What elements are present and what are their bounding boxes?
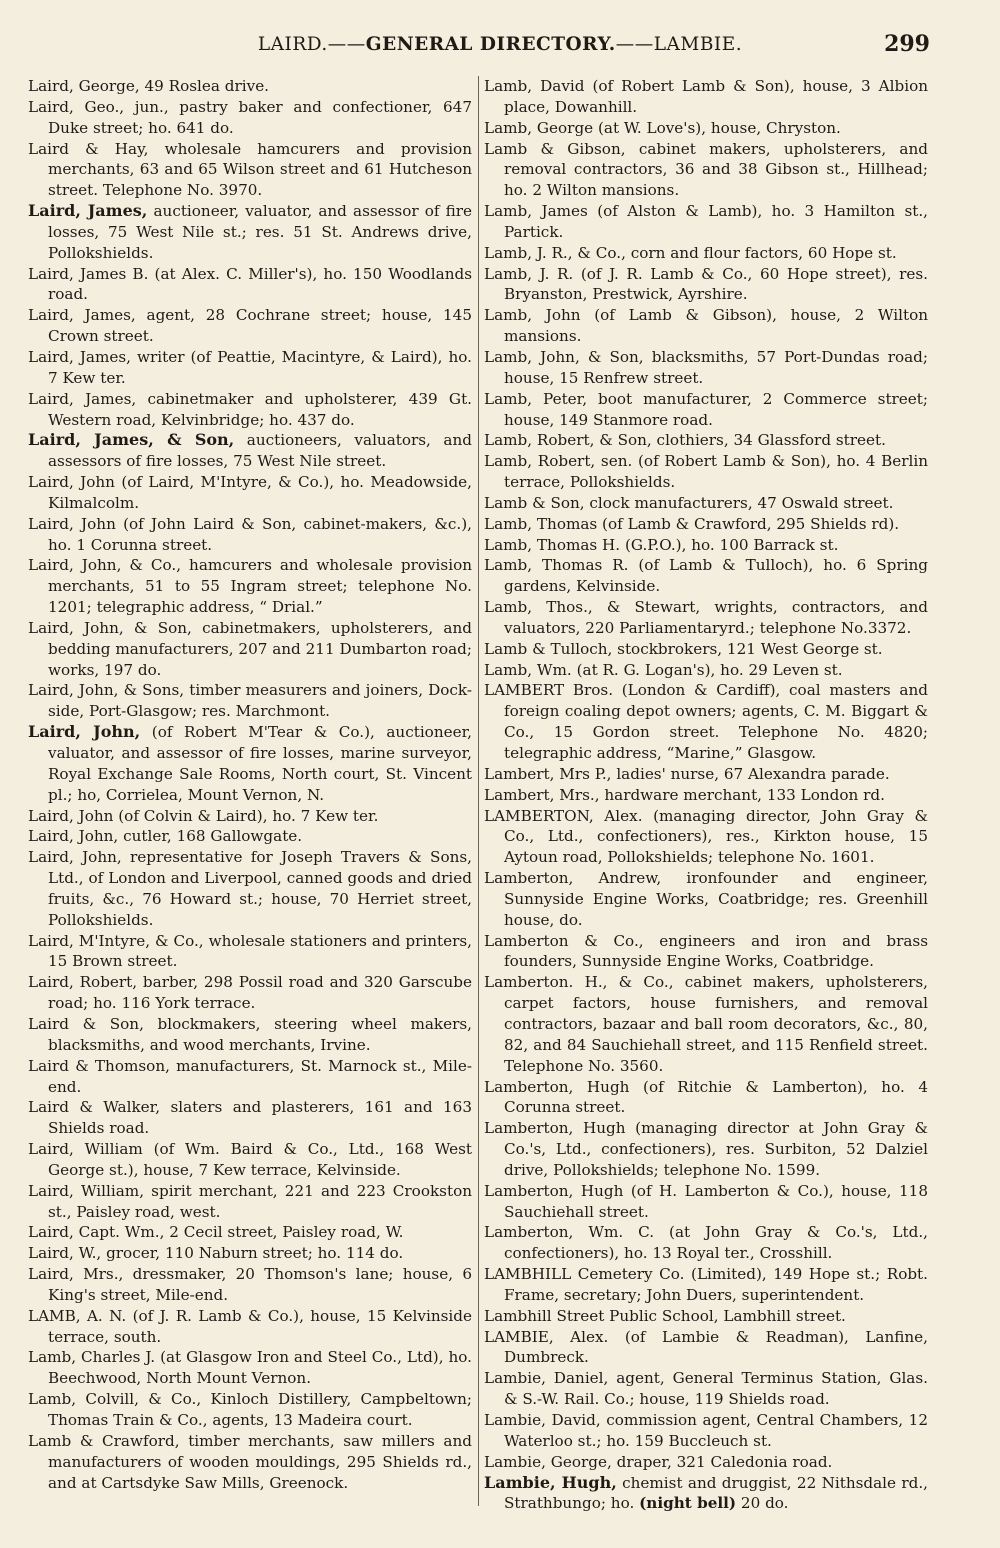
- entry-text: Laird, John (of Laird, M'Intyre, & Co.), ho. Meadowside, Kilmalcolm.: [28, 473, 472, 512]
- entry-text: Lamb, James (of Alston & Lamb), ho. 3 Hamilton st., Partick.: [484, 202, 928, 241]
- directory-entry: [28, 1243, 472, 1264]
- directory-entry: [28, 806, 472, 827]
- directory-entry: [484, 680, 928, 763]
- entry-text: Lamberton, Hugh (of Ritchie & Lamberton), ho. 4 Corunna street.: [484, 1077, 928, 1117]
- directory-entry: [484, 389, 928, 431]
- header-title: LAIRD.——GENERAL DIRECTORY.——LAMBIE.: [257, 34, 743, 55]
- entry-text: Lamb, J. R., & Co., corn and flour factors, 60 Hope st.: [484, 243, 897, 262]
- header-right-word: LAMBIE.: [653, 34, 743, 55]
- directory-entry: [28, 97, 472, 139]
- directory-entry: [484, 139, 928, 202]
- entry-text: chemist and druggist, 22 Nithsdale rd., Strathbungo; ho.: [504, 1473, 929, 1513]
- entry-text: Lamb & Crawford, timber merchants, saw millers and manufacturers of wooden mouldings, 295 Shields rd., and at Cartsdyke Saw Mills, Greenock.: [28, 1431, 472, 1492]
- entry-text: LAMBIE, Alex. (of Lambie & Readman), Lanfine, Dumbreck.: [484, 1327, 928, 1367]
- directory-entry: [484, 118, 928, 139]
- directory-entry: [28, 931, 472, 973]
- entry-text: Lamberton & Co., engineers and iron and brass founders, Sunnyside Engine Works, Coatbridge.: [484, 931, 928, 971]
- directory-entry: [28, 722, 472, 805]
- directory-entry: [28, 389, 472, 431]
- directory-entry: [28, 1431, 472, 1494]
- entry-text: Lamb & Tulloch, stockbrokers, 121 West George st.: [484, 639, 883, 658]
- entry-text: Laird, John, & Sons, timber measurers and joiners, Dock-side, Port-Glasgow; res. Marchmont.: [28, 681, 472, 721]
- directory-entry: [484, 785, 928, 806]
- entry-bold-name: Laird, John,: [28, 722, 141, 742]
- directory-entry: [28, 201, 472, 264]
- directory-entry: [484, 660, 928, 681]
- entry-text: Lamb, J. R. (of J. R. Lamb & Co., 60 Hope street), res. Bryanston, Prestwick, Ayrshire.: [484, 264, 928, 304]
- entry-text: Lamb, Charles J. (at Glasgow Iron and Steel Co., Ltd), ho. Beechwood, North Mount Vernon.: [28, 1348, 472, 1388]
- directory-entry: [484, 1306, 928, 1327]
- directory-entry: [484, 535, 928, 556]
- entry-text: Laird, John, & Co., hamcurers and wholesale provision merchants, 51 to 55 Ingram street; telephone No. 1201; telegraphic address, “ Drial.”: [28, 556, 472, 617]
- directory-entry: [28, 1389, 472, 1431]
- directory-entry: [484, 1410, 928, 1452]
- entry-text: Laird, Capt. Wm., 2 Cecil street, Paisley road, W.: [28, 1223, 404, 1242]
- entry-text: LAMBERT Bros. (London & Cardiff), coal masters and foreign coaling depot owners; agents, C. M. Biggart & Co., 15 Gordon street. Telephone No. 4820; telegraphic address, “Marine,” Glasgow.: [484, 681, 928, 762]
- directory-entry: [484, 201, 928, 243]
- directory-entry: [28, 1222, 472, 1243]
- entry-text: Laird & Thomson, manufacturers, St. Marnock st., Mile-end.: [28, 1056, 472, 1096]
- directory-entry: [484, 1473, 928, 1515]
- entry-text: Laird, Mrs., dressmaker, 20 Thomson's lane; house, 6 King's street, Mile-end.: [28, 1265, 472, 1304]
- entry-text: Laird, George, 49 Roslea drive.: [28, 77, 270, 95]
- entry-inline-bold: (night bell): [639, 1494, 737, 1513]
- entry-text: Lamberton, Andrew, ironfounder and engineer, Sunnyside Engine Works, Coatbridge; res. Greenhill house, do.: [484, 869, 928, 929]
- entry-text: Lamberton. H., & Co., cabinet makers, upholsterers, carpet factors, house furnishers, and removal contractors, bazaar and ball room decorators, &c., 80, 82, and 84 Sauchiehall street, and 115 Renfield street. Telephone No. 3560.: [484, 973, 928, 1075]
- directory-entry: [484, 1077, 928, 1119]
- entry-text: LAMB, A. N. (of J. R. Lamb & Co.), house, 15 Kelvinside terrace, south.: [28, 1306, 472, 1346]
- entry-text: Laird, James, writer (of Peattie, Macintyre, & Laird), ho. 7 Kew ter.: [28, 347, 472, 387]
- directory-entry: [484, 597, 928, 639]
- directory-entry: [484, 806, 928, 869]
- directory-entry: [484, 1368, 928, 1410]
- entry-text: Laird, M'Intyre, & Co., wholesale stationers and printers, 15 Brown street.: [28, 931, 472, 971]
- directory-entry: [484, 347, 928, 389]
- entry-text: auctioneers, valuators, and assessors of fire losses, 75 West Nile street.: [48, 431, 472, 471]
- entry-text: Lamb, Thomas R. (of Lamb & Tulloch), ho. 6 Spring gardens, Kelvinside.: [484, 556, 928, 596]
- entry-text: LAMBHILL Cemetery Co. (Limited), 149 Hope st.; Robt. Frame, secretary; John Duers, superintendent.: [484, 1265, 928, 1304]
- directory-entry: [28, 1306, 472, 1348]
- entry-text: Laird, James, cabinetmaker and upholsterer, 439 Gt. Western road, Kelvinbridge; ho. 437 do.: [28, 389, 472, 429]
- directory-entry: [28, 826, 472, 847]
- directory-entry: [28, 347, 472, 389]
- entry-text: Lamb, John, & Son, blacksmiths, 57 Port-Dundas road; house, 15 Renfrew street.: [484, 347, 928, 387]
- entry-text: (of Robert M'Tear & Co.), auctioneer, valuator, and assessor of fire losses, marine surveyor, Royal Exchange Sale Rooms, North court, St. Vincent pl.; ho, Corrielea, Mount Vernon, N.: [48, 723, 472, 804]
- entry-text: Laird, Geo., jun., pastry baker and confectioner, 647 Duke street; ho. 641 do.: [28, 97, 472, 137]
- entry-text: Laird, John, & Son, cabinetmakers, upholsterers, and bedding manufacturers, 207 and 211 Dumbarton road; works, 197 do.: [28, 618, 472, 679]
- entry-text: Laird, W., grocer, 110 Naburn street; ho. 114 do.: [28, 1244, 404, 1263]
- directory-entry: [484, 1264, 928, 1306]
- directory-entry: [28, 76, 472, 97]
- directory-entry: [484, 1181, 928, 1223]
- entry-text: Lamb & Son, clock manufacturers, 47 Oswald street.: [484, 493, 894, 512]
- entry-text: Lambert, Mrs., hardware merchant, 133 London rd.: [484, 785, 885, 804]
- entry-text: Lamb, Colvill, & Co., Kinloch Distillery, Campbeltown; Thomas Train & Co., agents, 13 Madeira court.: [28, 1390, 472, 1429]
- directory-entry: [28, 305, 472, 347]
- directory-entry: [28, 514, 472, 556]
- directory-entry: [28, 847, 472, 930]
- entry-text: Laird, William (of Wm. Baird & Co., Ltd., 168 West George st.), house, 7 Kew terrace, Kelvinside.: [28, 1140, 472, 1179]
- running-header: [0, 30, 1000, 64]
- entry-text: Lambhill Street Public School, Lambhill street.: [484, 1306, 846, 1325]
- entry-text: Laird, John, representative for Joseph Travers & Sons, Ltd., of London and Liverpool, canned goods and dried fruits, &c., 76 Howard st.; house, 70 Herriet street, Pollokshields.: [28, 848, 472, 929]
- entry-text: Lamb, Robert, sen. (of Robert Lamb & Son), ho. 4 Berlin terrace, Pollokshields.: [484, 452, 928, 492]
- entry-text-tail: 20 do.: [736, 1494, 789, 1513]
- directory-entry: [28, 472, 472, 514]
- entry-text: Lambie, Daniel, agent, General Terminus Station, Glas. & S.-W. Rail. Co.; house, 119 Shields road.: [484, 1369, 928, 1409]
- entry-bold-name: Lambie, Hugh,: [484, 1472, 617, 1492]
- directory-entry: [484, 1222, 928, 1264]
- entry-text: Lamb, John (of Lamb & Gibson), house, 2 Wilton mansions.: [484, 306, 928, 346]
- entry-text: Lamberton, Hugh (managing director at John Gray & Co.'s, Ltd., confectioners), res. Surbiton, 52 Dalziel drive, Pollokshields; telephone No. 1599.: [484, 1119, 928, 1179]
- directory-entry: [28, 430, 472, 472]
- entry-text: Lamb, Wm. (at R. G. Logan's), ho. 29 Leven st.: [484, 660, 843, 679]
- entry-text: Lamb, Thomas (of Lamb & Crawford, 295 Shields rd).: [484, 514, 900, 533]
- directory-entry: [484, 1327, 928, 1369]
- directory-entry: [28, 1014, 472, 1056]
- column-divider: [478, 76, 479, 1506]
- entry-text: Lamb, George (at W. Love's), house, Chryston.: [484, 118, 841, 137]
- directory-entry: [28, 1347, 472, 1389]
- entry-text: Lambie, David, commission agent, Central Chambers, 12 Waterloo st.; ho. 159 Buccleuch st.: [484, 1411, 928, 1450]
- entry-text: Laird, William, spirit merchant, 221 and 223 Crookston st., Paisley road, west.: [28, 1181, 472, 1221]
- directory-entry: [484, 514, 928, 535]
- directory-entry: [484, 430, 928, 451]
- entry-text: Lamb, Thomas H. (G.P.O.), ho. 100 Barrack st.: [484, 535, 839, 554]
- entry-text: Laird, James, agent, 28 Cochrane street; house, 145 Crown street.: [28, 306, 472, 346]
- directory-entry: [28, 1139, 472, 1181]
- entry-text: Lamb, Thos., & Stewart, wrights, contractors, and valuators, 220 Parliamentaryrd.; telephone No.3372.: [484, 598, 928, 637]
- directory-entry: [484, 76, 928, 118]
- directory-entry: [484, 243, 928, 264]
- entry-text: Laird & Walker, slaters and plasterers, 161 and 163 Shields road.: [28, 1098, 472, 1138]
- entry-text: Lamberton, Wm. C. (at John Gray & Co.'s, Ltd., confectioners), ho. 13 Royal ter., Crosshill.: [484, 1223, 928, 1263]
- left-column: [28, 76, 472, 1493]
- directory-entry: [28, 1181, 472, 1223]
- entry-text: Lamb, David (of Robert Lamb & Son), house, 3 Albion place, Dowanhill.: [484, 77, 928, 116]
- entry-text: Laird, John, cutler, 168 Gallowgate.: [28, 827, 303, 846]
- directory-entry: [28, 972, 472, 1014]
- directory-entry: [484, 1118, 928, 1181]
- directory-entry: [484, 451, 928, 493]
- header-center: GENERAL DIRECTORY.: [365, 34, 616, 55]
- directory-entry: [484, 931, 928, 973]
- directory-entry: [28, 139, 472, 202]
- entry-text: Laird & Son, blockmakers, steering wheel makers, blacksmiths, and wood merchants, Irvine.: [28, 1014, 472, 1054]
- entry-bold-name: Laird, James, & Son,: [28, 430, 235, 450]
- directory-entry: [484, 972, 928, 1076]
- entry-text: Laird, James B. (at Alex. C. Miller's), ho. 150 Woodlands road.: [28, 264, 472, 304]
- directory-entry: [484, 305, 928, 347]
- directory-entry: [28, 680, 472, 722]
- directory-entry: [28, 264, 472, 306]
- entry-text: Laird, John (of Colvin & Laird), ho. 7 Kew ter.: [28, 806, 379, 825]
- directory-entry: [28, 1264, 472, 1306]
- entry-bold-name: Laird, James,: [28, 201, 148, 221]
- entry-text: Lamb & Gibson, cabinet makers, upholsterers, and removal contractors, 36 and 38 Gibson st., Hillhead; ho. 2 Wilton mansions.: [484, 139, 928, 200]
- directory-entry: [28, 1097, 472, 1139]
- entry-text: Lambert, Mrs P., ladies' nurse, 67 Alexandra parade.: [484, 764, 890, 783]
- entry-text: Lambie, George, draper, 321 Caledonia road.: [484, 1452, 833, 1471]
- entry-text: Lamb, Peter, boot manufacturer, 2 Commerce street; house, 149 Stanmore road.: [484, 389, 928, 429]
- header-left-word: LAIRD.: [257, 34, 328, 55]
- entry-text: LAMBERTON, Alex. (managing director, John Gray & Co., Ltd., confectioners), res., Kirkton house, 15 Aytoun road, Pollokshields; telephone No. 1601.: [484, 806, 928, 867]
- entry-text: Laird, Robert, barber, 298 Possil road and 320 Garscube road; ho. 116 York terrace.: [28, 973, 472, 1013]
- directory-entry: [484, 639, 928, 660]
- directory-entry: [484, 1452, 928, 1473]
- directory-entry: [28, 618, 472, 681]
- directory-entry: [28, 555, 472, 618]
- page-number: 299: [884, 31, 930, 57]
- entry-text: Lamb, Robert, & Son, clothiers, 34 Glassford street.: [484, 431, 886, 450]
- entry-text: auctioneer, valuator, and assessor of fire losses, 75 West Nile st.; res. 51 St. Andrews drive, Pollokshields.: [48, 202, 473, 262]
- entry-text: Laird & Hay, wholesale hamcurers and provision merchants, 63 and 65 Wilson street and 61 Hutcheson street. Telephone No. 3970.: [28, 139, 472, 200]
- entry-text: Laird, John (of John Laird & Son, cabinet-makers, &c.), ho. 1 Corunna street.: [28, 514, 472, 554]
- directory-entry: [484, 868, 928, 931]
- directory-entry: [484, 493, 928, 514]
- right-column: [484, 76, 928, 1514]
- directory-entry: [484, 555, 928, 597]
- directory-entry: [28, 1056, 472, 1098]
- directory-entry: [484, 264, 928, 306]
- directory-entry: [484, 764, 928, 785]
- entry-text: Lamberton, Hugh (of H. Lamberton & Co.), house, 118 Sauchiehall street.: [484, 1181, 928, 1221]
